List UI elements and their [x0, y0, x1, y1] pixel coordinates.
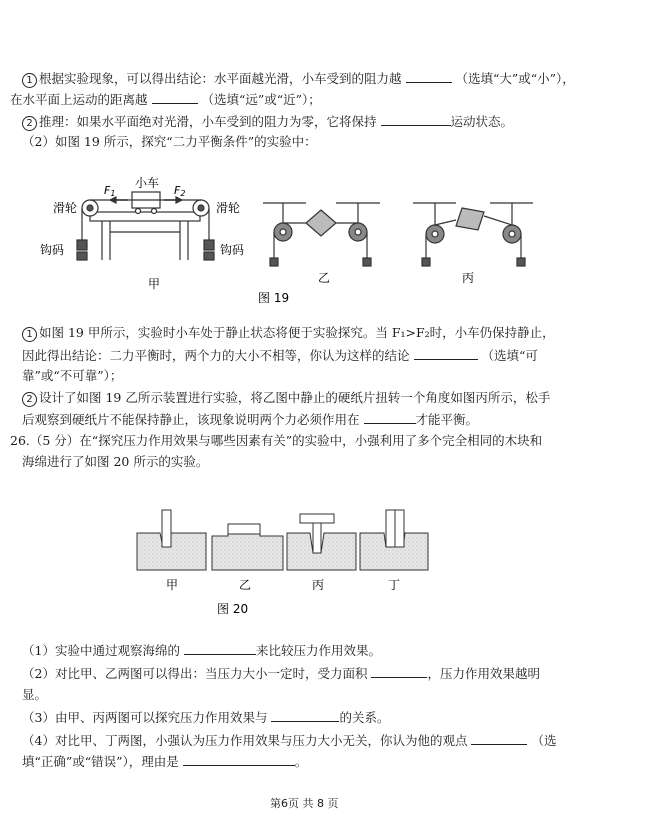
q26-part4-text-a: （4）对比甲、丁两图，小强认为压力作用效果与压力大小无关，你认为他的观点: [22, 733, 468, 748]
circled-number: 2: [22, 392, 37, 407]
q26-head2: 海绵进行了如图 20 所示的实验。: [22, 454, 209, 469]
q26-part1-text-a: （1）实验中通过观察海绵的: [22, 643, 180, 658]
q26-part3-text-a: （3）由甲、丙两图可以探究压力作用效果与: [22, 710, 268, 725]
q2-item1-text-b: 因此得出结论：二力平衡时，两个力的大小不相等，你认为这样的结论: [22, 348, 410, 363]
fig19-apparatus-a: [77, 192, 214, 260]
q26-part4-line2: [22, 753, 307, 770]
circled-number: 1: [22, 327, 37, 342]
answer-blank[interactable]: [414, 347, 478, 360]
answer-blank[interactable]: [183, 753, 295, 766]
fig20-label-b: 乙: [239, 578, 252, 592]
fig20-label-a: 甲: [166, 578, 179, 592]
q2-item1-line2: [22, 347, 538, 364]
q1-item2-text-b: 运动状态。: [450, 114, 514, 129]
fig19-label-cart: 小车: [135, 176, 160, 190]
fig19-apparatus-c: [413, 203, 533, 266]
q2-item1-line3: 靠”或“不可靠”）；: [22, 368, 123, 383]
q26-part1-text-b: 来比较压力作用效果。: [255, 643, 381, 658]
fig19-label-weight-right: 钩码: [220, 243, 245, 257]
fig20-caption: 图 20: [217, 602, 249, 616]
q1-part2: （2）如图 19 所示，探究“二力平衡条件”的实验中：: [22, 134, 317, 149]
q2-item1-text-c: （选填“可: [481, 348, 538, 363]
page-footer: 第6页 共 8 页: [270, 797, 339, 810]
q26-part1: [22, 642, 381, 659]
answer-blank[interactable]: [371, 665, 427, 678]
q2-item1-text-a: 如图 19 甲所示，实验时小车处于静止状态将便于实验探究。当 F₁>F₂时，小车仍保持静止，: [39, 325, 555, 340]
fig19-label-pulley-left: 滑轮: [53, 201, 78, 215]
q2-item2-text-b: 后观察到硬纸片不能保持静止，该现象说明两个力必须作用在: [22, 412, 360, 427]
q26-part2-text-b: ，压力作用效果越明: [427, 666, 540, 681]
q26-part2-line1: [22, 665, 540, 682]
q2-item2-text-a: 设计了如图 19 乙所示装置进行实验，将乙图中静止的硬纸片扭转一个角度如图丙所示，松手: [39, 390, 551, 405]
q1-item1-text-b: （选填“大”或“小”），: [455, 71, 575, 86]
q1-item1-text-d: （选填“远”或“近”）；: [201, 92, 321, 107]
fig19-label-b: 乙: [318, 271, 331, 285]
q1-item2-line: [22, 113, 513, 131]
q26-part4-text-b: （选: [531, 733, 557, 748]
q1-item1-text-a: 根据实验现象，可以得出结论：水平面越光滑，小车受到的阻力越: [39, 71, 402, 86]
figure-20: [0, 505, 668, 625]
fig19-label-f1: F1: [104, 184, 116, 198]
figure-19: [0, 170, 668, 320]
fig20-label-d: 丁: [388, 578, 401, 592]
q26-part3-text-b: 的关系。: [339, 710, 390, 725]
q1-item1-text-c: 在水平面上运动的距离越: [10, 92, 148, 107]
answer-blank[interactable]: [471, 732, 527, 745]
q26-part2-text-a: （2）对比甲、乙两图可以得出：当压力大小一定时，受力面积: [22, 666, 368, 681]
q1-item1-line2: [10, 91, 321, 108]
fig19-caption: 图 19: [258, 291, 290, 305]
q1-item1-line1: [22, 70, 575, 88]
fig19-label-c: 丙: [462, 271, 475, 285]
fig19-label-f2: F2: [174, 184, 186, 198]
fig20-sponge-d: [360, 510, 428, 570]
q26-part3: [22, 709, 389, 726]
q2-item1-line1: [22, 325, 555, 342]
q26-part4-text-c: 填“正确”或“错误”），理由是: [22, 754, 179, 769]
answer-blank[interactable]: [406, 70, 452, 83]
answer-blank[interactable]: [271, 709, 339, 722]
q2-item2-line2: [22, 411, 478, 428]
fig20-label-c: 丙: [312, 578, 325, 592]
answer-blank[interactable]: [364, 411, 416, 424]
q1-item2-text-a: 推理：如果水平面绝对光滑，小车受到的阻力为零，它将保持: [39, 114, 377, 129]
q2-item2-line1: [22, 390, 550, 407]
circled-number: 2: [22, 116, 37, 131]
answer-blank[interactable]: [184, 642, 256, 655]
q26-part4-line1: [22, 732, 556, 749]
fig19-apparatus-b: [263, 203, 380, 266]
q2-item2-text-c: 才能平衡。: [415, 412, 479, 427]
circled-number: 1: [22, 73, 37, 88]
fig19-label-pulley-right: 滑轮: [216, 201, 241, 215]
answer-blank[interactable]: [381, 113, 451, 126]
answer-blank[interactable]: [152, 91, 198, 104]
q26-head: 26.（5 分）在“探究压力作用效果与哪些因素有关”的实验中，小强利用了多个完全相同的木块和: [10, 433, 543, 448]
fig19-label-a: 甲: [148, 277, 161, 291]
fig20-sponge-a: [137, 510, 206, 570]
fig20-sponge-c: [287, 514, 356, 570]
q26-part4-text-d: 。: [294, 754, 308, 769]
q26-part2-line2: 显。: [22, 687, 48, 702]
fig20-sponge-b: [212, 524, 283, 570]
fig19-label-weight-left: 钩码: [40, 243, 65, 257]
